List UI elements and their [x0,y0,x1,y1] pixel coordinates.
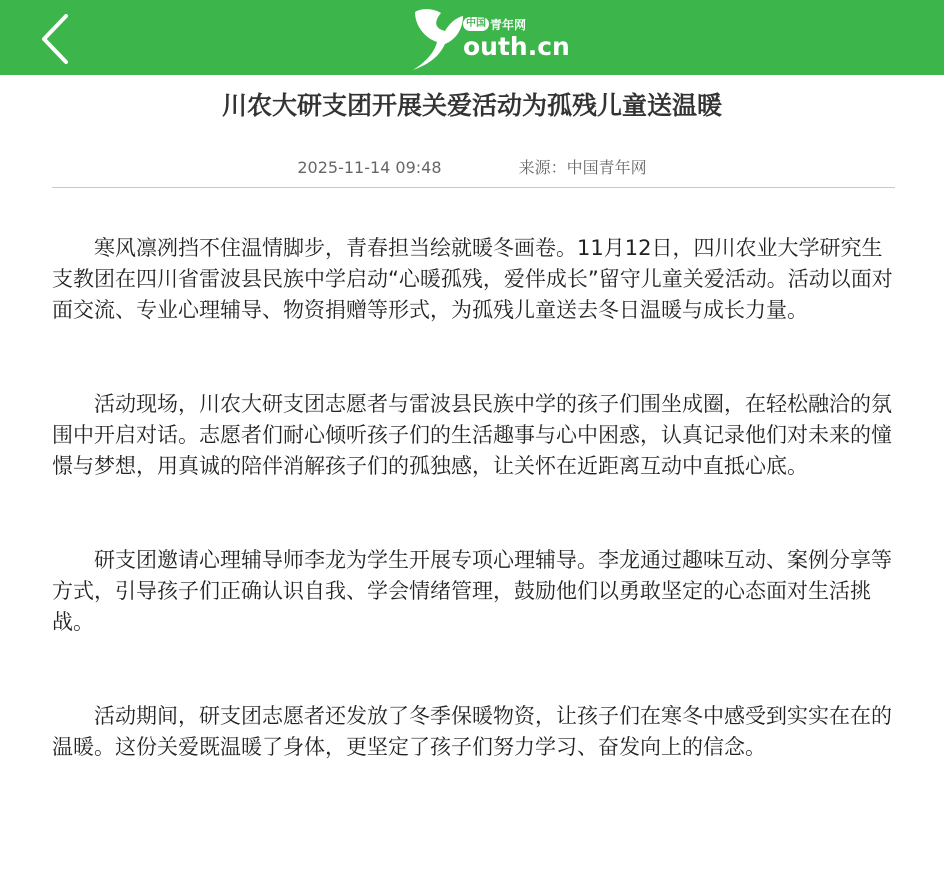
article-body [52,233,897,826]
youth-cn-logo[interactable] [405,4,570,74]
article-title: 川农大研支团开展关爱活动为孤残儿童送温暖 [221,91,722,120]
paragraph: 活动期间，研支团志愿者还发放了冬季保暖物资，让孩子们在寒冬中感受到实实在在的温暖。这份关爱既温暖了身体，更坚定了孩子们努力学习、奋发向上的信念。 [52,704,892,759]
article-source: 来源：中国青年网 [518,158,647,177]
paragraph: 活动现场，川农大研支团志愿者与雷波县民族中学的孩子们围坐成圈，在轻松融洽的氛围中开启对话。志愿者们耐心倾听孩子们的生活趣事与心中困惑，认真记录他们对未来的憧憬与梦想，用真诚的陪伴消解孩子们的孤独感，让关怀在近距离互动中直抵心底。 [52,392,892,478]
paragraph: 研支团邀请心理辅导师李龙为学生开展专项心理辅导。李龙通过趣味互动、案例分享等方式，引导孩子们正确认识自我、学会情绪管理，鼓励他们以勇敢坚定的心态面对生活挑战。 [52,548,892,634]
publish-date: 2025-11-14 09:48 [297,158,442,177]
article-meta [0,156,944,180]
logo-chinese-name [463,16,526,32]
logo-name: 青年网 [490,17,527,32]
logo-badge: 中国 [463,17,489,31]
divider [52,187,895,188]
logo-wordmark: outh.cn [463,32,570,61]
top-nav-bar [0,0,944,75]
back-button[interactable] [30,12,80,64]
chevron-left-icon [30,12,80,64]
paragraph: 寒风凛冽挡不住温情脚步，青春担当绘就暖冬画卷。11月12日，四川农业大学研究生支教团在四川省雷波县民族中学启动“心暖孤残，爱伴成长”留守儿童关爱活动。活动以面对面交流、专业心理辅导、物资捐赠等形式，为孤残儿童送去冬日温暖与成长力量。 [52,236,893,322]
